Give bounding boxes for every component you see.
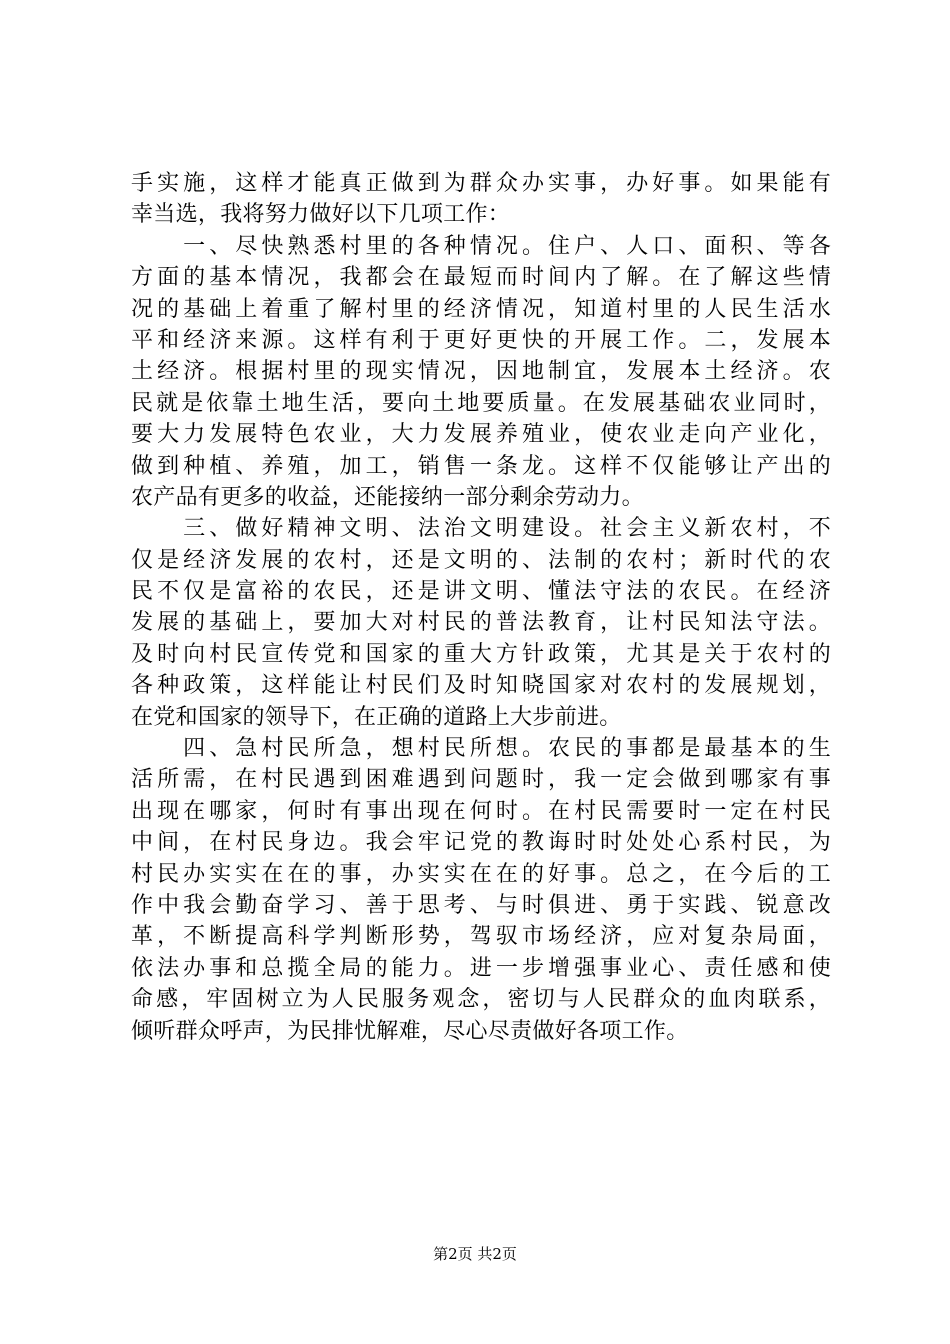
text-line-19: 四、急村民所急，想村民所想。农民的事都是最基本的生 xyxy=(131,736,831,762)
text-line-22: 中间，在村民身边。我会牢记党的教诲时时处处心系村民，为 xyxy=(131,830,831,856)
text-line-8: 民就是依靠土地生活，要向土地要质量。在发展基础农业同时， xyxy=(131,390,831,416)
text-line-17: 各种政策，这样能让村民们及时知晓国家对农村的发展规划， xyxy=(131,673,831,699)
text-line-13: 仅是经济发展的农村，还是文明的、法制的农村；新时代的农 xyxy=(131,547,831,573)
text-line-11: 农产品有更多的收益，还能接纳一部分剩余劳动力。 xyxy=(131,484,644,510)
text-line-4: 方面的基本情况，我都会在最短而时间内了解。在了解这些情 xyxy=(131,265,831,291)
text-line-6: 平和经济来源。这样有利于更好更快的开展工作。二，发展本 xyxy=(131,327,831,353)
text-line-23: 村民办实实在在的事，办实实在在的好事。总之，在今后的工 xyxy=(131,861,831,887)
text-line-25: 革，不断提高科学判断形势，驾驭市场经济，应对复杂局面， xyxy=(131,924,831,950)
text-line-9: 要大力发展特色农业，大力发展养殖业，使农业走向产业化， xyxy=(131,422,831,448)
text-line-7: 土经济。根据村里的现实情况，因地制宜，发展本土经济。农 xyxy=(131,359,831,385)
text-line-21: 出现在哪家，何时有事出现在何时。在村民需要时一定在村民 xyxy=(131,798,831,824)
text-line-16: 及时向村民宣传党和国家的重大方针政策，尤其是关于农村的 xyxy=(131,641,831,667)
text-line-10: 做到种植、养殖，加工，销售一条龙。这样不仅能够让产出的 xyxy=(131,453,831,479)
text-line-12: 三、做好精神文明、法治文明建设。社会主义新农村，不 xyxy=(131,516,831,542)
text-line-1: 手实施，这样才能真正做到为群众办实事，办好事。如果能有 xyxy=(131,171,831,196)
text-line-20: 活所需，在村民遇到困难遇到问题时，我一定会做到哪家有事 xyxy=(131,767,831,793)
document-body xyxy=(131,168,831,1047)
text-line-26: 依法办事和总揽全局的能力。进一步增强事业心、责任感和使 xyxy=(131,955,831,981)
text-line-18: 在党和国家的领导下，在正确的道路上大步前进。 xyxy=(131,704,622,730)
text-line-3: 一、尽快熟悉村里的各种情况。住户、人口、面积、等各 xyxy=(131,233,831,259)
page-number-footer: 第2页 共2页 xyxy=(433,1245,517,1263)
text-line-27: 命感，牢固树立为人民服务观念，密切与人民群众的血肉联系， xyxy=(131,987,831,1013)
text-line-28: 倾听群众呼声，为民排忧解难，尽心尽责做好各项工作。 xyxy=(131,1018,689,1044)
text-line-14: 民不仅是富裕的农民，还是讲文明、懂法守法的农民。在经济 xyxy=(131,579,831,605)
text-line-2: 幸当选，我将努力做好以下几项工作： xyxy=(131,202,511,228)
text-line-15: 发展的基础上，要加大对村民的普法教育，让村民知法守法。 xyxy=(131,610,831,636)
text-line-24: 作中我会勤奋学习、善于思考、与时俱进、勇于实践、锐意改 xyxy=(131,892,831,918)
text-line-5: 况的基础上着重了解村里的经济情况，知道村里的人民生活水 xyxy=(131,296,831,322)
